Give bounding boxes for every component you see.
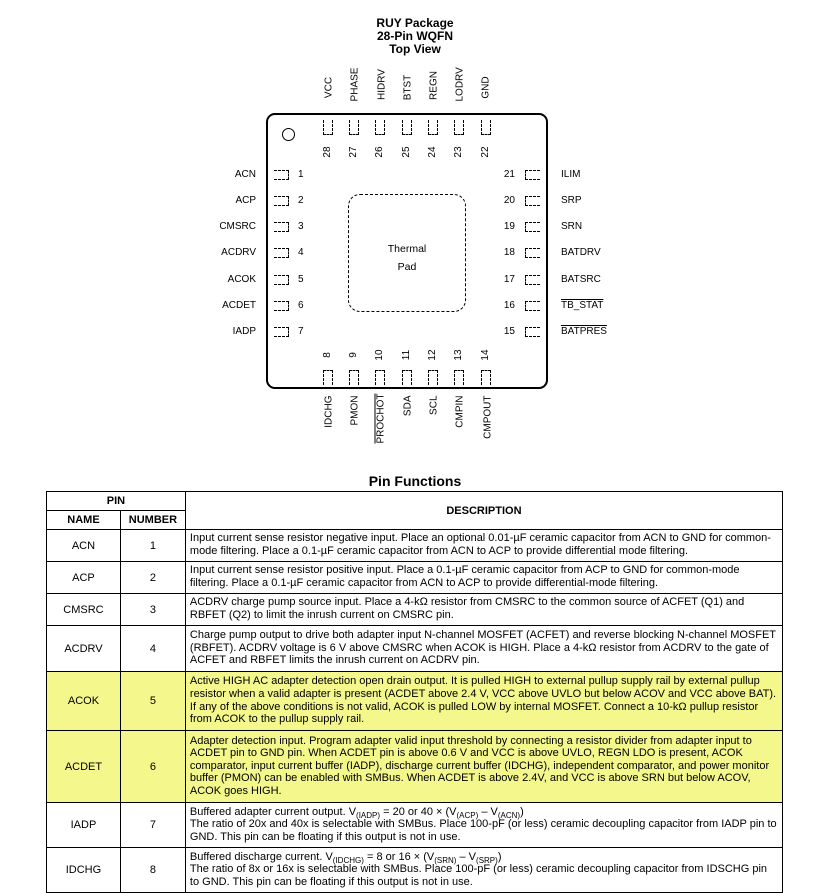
pin-number: 19 [503,221,515,232]
pin-number: 14 [480,349,491,361]
pin-name-top: GND [480,76,492,99]
pin-pad [274,196,289,206]
pin-name-cell: ACOK [47,672,121,731]
pin-pad [274,248,289,258]
pin-name-cell: ACP [47,562,121,594]
pin-name-top: REGN [428,71,440,100]
table-row [47,562,783,594]
pin-pad [375,370,385,385]
pin-number: 24 [427,146,438,158]
pin-pad [274,301,289,311]
pin-description-cell: Charge pump output to drive both adapter input N-channel MOSFET (ACFET) and reverse blocking N-channel MOSFET (RBFET). ACDRV voltage is 6 V above CMSRC when ACOK is HIGH. Place a 4-kΩ resistor from ACDRV to the gate of ACFET and RBFET limits the inrush current on ACDRV pin. [185,626,782,672]
pin-name-cell: IDCHG [47,848,121,893]
pin-number: 16 [503,300,515,311]
pin-number-cell: 2 [120,562,185,594]
pin-number: 13 [453,349,464,361]
pin-name-right: SRP [561,195,582,206]
header-description: DESCRIPTION [185,492,782,530]
pin-name-right: BATDRV [561,247,601,258]
pin-name-top: VCC [323,76,335,99]
pin-pad [454,120,464,135]
pin-pad [428,120,438,135]
pin-name-bottom: SCL [428,395,440,415]
pin-name-bottom: PMON [349,395,361,426]
pin-number: 2 [298,195,304,206]
pin-number-cell: 8 [120,848,185,893]
pin-name-bottom: CMPIN [454,395,466,428]
pin-name-right: TB_STAT [561,300,604,311]
pin-number: 6 [298,300,304,311]
pin-pad [525,222,540,232]
pin-number: 27 [348,146,359,158]
pin-number: 10 [374,349,385,361]
pin-number: 28 [322,146,333,158]
pin-pad [402,370,412,385]
table-row [47,626,783,672]
pin-pad [525,170,540,180]
pin-name-cell: ACDRV [47,626,121,672]
pin-number-cell: 4 [120,626,185,672]
pin-name-top: HIDRV [376,69,388,100]
pin-number: 5 [298,274,304,285]
pin-description-cell: Input current sense resistor positive input. Place a 0.1-µF ceramic capacitor from ACP to GND for common-mode filtering. Place a 0.1-µF ceramic capacitor from ACN to ACP to provide differential-mode filtering. [185,562,782,594]
pin-description-cell: Buffered discharge current. $V_{(IDCHG)} = 8$ or $16 \times (V_{(SRN)} - V_{(SRP)})$ The ratio of 8x or 16x is selectable with SMBus. Place 100-pF (or less) ceramic decoupling capacitor from IDSCHG pin to GND. This pin can be floating if this output is not in use. [185,848,782,893]
pin-name-bottom: CMPOUT [482,395,494,439]
pin-description-cell: Adapter detection input. Program adapter valid input threshold by connecting a resistor divider from adapter input to ACDET pin to GND pin. When ACDET pin is above 0.6 V and VCC is above UVLO, REGN LDO is present, ACOK comparator, input current buffer (IADP), discharge current buffer (IDCHG), independent comparator, and power monitor buffer (PMON) can be enabled with SMBus. When ACDET is above 2.4V, and VCC is above SRN but below ACOV, ACOK goes HIGH. [185,731,782,803]
pin-name-right: SRN [561,221,583,232]
pin-number: 22 [480,146,491,158]
pin-pad [454,370,464,385]
pin-name-cell: ACN [47,530,121,562]
pin-pad [274,275,289,285]
pin-number: 4 [298,247,304,258]
pin-number: 21 [503,169,515,180]
pin-number: 23 [453,146,464,158]
pin-number: 25 [401,146,412,158]
pin-description-cell: Buffered adapter current output. $V_{(IADP)} = 20$ or $40 \times (V_{(ACP)} - V_{(ACN)})$ The ratio of 20x and 40x is selectable with SMBus. Place 100-pF (or less) ceramic decoupling capacitor from IADP pin to GND. This pin can be floating if this output is not in use. [185,803,782,848]
pin-number: 3 [298,221,304,232]
pin-number-cell: 5 [120,672,185,731]
pin-number: 17 [503,274,515,285]
pin-name-cell: ACDET [47,731,121,803]
pin-name-left: ACDRV [221,247,256,258]
pin-pad [349,370,359,385]
pin-name-cell: IADP [47,803,121,848]
pin-number: 9 [348,352,359,358]
pin-number-cell: 7 [120,803,185,848]
pin-name-cell: CMSRC [47,594,121,626]
table-row-highlighted [47,731,783,803]
pin-pad [402,120,412,135]
pin-name-left: CMSRC [219,221,256,232]
pin-pad [525,327,540,337]
table-row [47,530,783,562]
pin-pad [428,370,438,385]
pin-number: 26 [374,146,385,158]
pin-number-cell: 1 [120,530,185,562]
package-title: RUY Package [376,16,454,30]
pin-pad [274,327,289,337]
header-pin: PIN [47,492,186,511]
pin-functions-table [46,491,783,893]
pin-pad [525,196,540,206]
pin-name-right: ILIM [561,169,581,180]
table-row [47,594,783,626]
pin-name-left: IADP [232,326,256,337]
table-row [47,803,783,848]
pin-pad [525,301,540,311]
pin-description-cell: ACDRV charge pump source input. Place a 4-kΩ resistor from CMSRC to the common source of ACFET (Q1) and RBFET (Q2) to limit the inrush current on CMSRC pin. [185,594,782,626]
pin-pad [274,170,289,180]
pin-name-left: ACP [235,195,256,206]
pin-pad [525,275,540,285]
pin-name-left: ACOK [227,274,256,285]
pin-number: 11 [401,349,412,361]
pin-number: 15 [503,326,515,337]
pin1-marker-icon [282,128,295,141]
pin-number: 18 [503,247,515,258]
pin-pad [274,222,289,232]
pin-name-top: PHASE [349,67,361,102]
pin-number-cell: 3 [120,594,185,626]
pin-name-bottom: PROCHOT [375,393,387,444]
header-number: NUMBER [120,511,185,530]
thermal-pad-label-2: Pad [397,261,417,273]
pin-pad [349,120,359,135]
table-row [47,848,783,893]
pin-pad [525,248,540,258]
pin-name-top: LODRV [454,67,466,102]
pin-name-bottom: SDA [402,395,414,417]
pin-number: 8 [322,352,333,358]
header-name: NAME [47,511,121,530]
pin-number-cell: 6 [120,731,185,803]
thermal-pad-label: Thermal [387,243,427,255]
pin-description-cell: Active HIGH AC adapter detection open drain output. It is pulled HIGH to external pullup supply rail by external pullup resistor when a valid adapter is present (ACDET above 2.4 V, VCC above UVLO but below ACOV and VCC above BAT). If any of the above conditions is not valid, ACOK is pulled LOW by internal MOSFET. Connect a 10-kΩ pullup resistor from ACOK to the pullup supply rail. [185,672,782,731]
section-title: Pin Functions [368,473,462,489]
pin-number: 20 [503,195,515,206]
package-view: Top View [389,42,441,56]
package-subtitle: 28-Pin WQFN [376,29,453,43]
pin-pad [375,120,385,135]
pin-name-right: BATPRES [561,326,607,337]
pin-number: 1 [298,169,304,180]
pin-pad [323,120,333,135]
pin-name-left: ACN [234,169,256,180]
pin-name-left: ACDET [222,300,256,311]
pin-description-cell: Input current sense resistor negative input. Place an optional 0.01-µF ceramic capacitor from ACN to GND for common-mode filtering. Place a 0.1-µF ceramic capacitor from ACN to ACP to provide differential mode filtering. [185,530,782,562]
pin-pad [323,370,333,385]
pin-pad [481,120,491,135]
pin-number: 12 [427,349,438,361]
pin-name-bottom: IDCHG [323,395,335,428]
pin-name-top: BTST [402,74,414,101]
pin-number: 7 [298,326,304,337]
table-row-highlighted [47,672,783,731]
pin-pad [481,370,491,385]
pin-name-right: BATSRC [561,274,601,285]
